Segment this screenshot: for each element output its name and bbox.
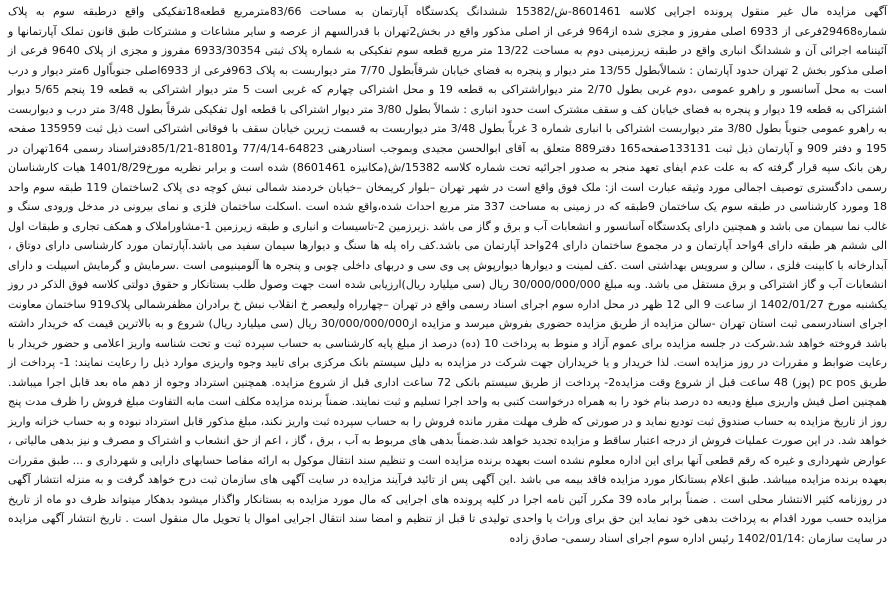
notice-text: آگهی مزایده مال غیر منقول پرونده اجرایی کلاسه 8601461-ش/15382 ششدانگ یکدستگاه آپارتمان به مساحت 83/66مترمربع قطعه18تفکیکی واقع درطبقه سوم به پلاک شماره29468فرعی از 6933 اصلی مفروز و مجزی شده از964 فرعی از اصلی مذکور واقع در بخش2تهران با قدرالسهم از عرصه و سایر مشاعات و مشترکات طبق قانون تملک آپارتمانها و آئیننامه اجرائی آن و ششدانگ انباری واقع در طبقه زیرزمینی دوم به مساحت 13/22 متر مربع قطعه سوم تفکیکی به شماره پلاک ثبتی 6933/30354 مفروز و مجزی از پلاک 9640 فرعی از اصلی مذکور بخش 2 تهران حدود آپارتمان : شمالاًبطول 13/55 متر دیوار و پنجره به فضای خیابان شرقاًبطول 7/70 متر دیواربست به پلاک 963فرعی از 6933اصلی جنوباًاول 6متر دیوار و درب است به محل آسانسور و راهرو عمومی ،دوم غربی بطول 2/70 متر دیواراشتراکی به قطعه 19 و محل اشتراکی چهارم که غربی است 5 متر دیوار اشتراکی به قطعه 19 پنجم 5/65 دیوار اشتراکی به قطعه 19 دیوار و پنجره به فضای خیابان کف و سقف مشترک است حدود انباری : شمالاً بطول 3/80 متر دیوار اشتراکی با قطعه اول تفکیکی شرقاً بطول 3/48 متر درب و دیواربست به راهرو عمومی جنوباً بطول 3/80 متر دیواربست اشتراکی با انباری شماره 3 غرباً بطول 3/48 متر دیواربست به قسمت زیرین خیابان سقف با فوقانی اشتراکی است ذیل ثبت 135959 صفحه 195 و دفتر 909 و آپارتمان ذیل ثبت 133131صفحه165 دفتر889 متعلق به آقای ابوالحسن مجیدی وبموجب اسنادرهنی 64823-77/4/14 و81801-85/1/21دفتراسناد رسمی 164تهران در رهن بانک سپه قرار گرفته که به علت عدم ایفای تعهد منجر به صدور اجرائیه تحت شماره کلاسه 15382/ش(مکانیزه 8601461) شده است و برابر نظریه مورخ1401/8/29 هیات کارشناسان رسمی دادگستری توصیف اجمالی مورد وثیقه عبارت است از: ملک فوق واقع است در شهر تهران –بلوار کریمخان –خیابان خردمند شمالی نبش کوچه دی پلاک 2ساختمان 119 طبقه سوم واحد 18 ومورد کارشناسی در طبقه سوم یک ساختمان 9طبقه که در زمینی به مساحت 337 متر مربع احداث شده،واقع شده است .اسکلت ساختمان فلزی و نمای بیرونی در مدخل ورودی سنگ و غالب نما سیمان می باشد و همچنین دارای یکدستگاه آسانسور و انشعابات آب و برق و گاز می باشد .زیرزمین 2-تاسیسات و انباری و طبقه زیرزمین 1-مشاوراملاک و همکف تجاری و طبقات اول الی ششم هر طبقه دارای 4واحد آپارتمان و در مجموع ساختمان دارای 24واحد آپارتمان می باشد.کف راه پله ها سنگ و دیوارها سیمان سفید می باشد.آپارتمان مورد کارشناسی دارای دوتاق ، آبدارخانه با کابینت فلزی ، سالن و سرویس بهداشتی است .کف لمینت و دیوارها دیوارپوش پی وی سی و دربهای داخلی چوبی و پنجره ها آلومینیومی است .سرمایش و گرمایش اسپیلت و دارای انشعابات آب و گاز اشتراکی و برق مستقل می باشد. وبه مبلغ 30/000/000/000 ریال (سی میلیارد ریال)ارزیابی شده است جهت وصول طلب بستانکار و حقوق دولتی کلاسه فوق الذکر در روز یکشنبه مورخ 1402/01/27 از ساعت 9 الی 12 ظهر در محل اداره سوم اجرای اسناد رسمی واقع در تهران –چهارراه ولیعصر خ انقلاب نبش خ برادران مظفرشمالی پلاک919 ساختمان معاونت اجرای اسنادرسمی ثبت استان تهران -سالن مزایده از طریق مزایده حضوری بفروش میرسد و مزایده از30/000/000/000 ریال (سی میلیارد ریال) شروع و به بالاترین قیمت که خریدار داشته باشد فروخته خواهد شد.شرکت در جلسه مزایده برای عموم آزاد و منوط به پرداخت 10 (ده) درصد از مبلغ پایه کارشناسی به حساب سپرده ثبت و تحت شناسه واریز اعلامی و حضور خریدار با رعایت ضوابط و مقررات در روز مزایده است. لذا خریدار و یا خریداران جهت شرکت در مزایده به دلیل سیستم بانک مرکزی برای تایید وجوه واریزی موارد ذیل را رعایت نمایند: 1- پرداخت از طریق pc pos (پوز) 48 ساعت قبل از شروع وقت مزایده2- پرداخت از طریق سیستم بانکی 72 ساعت اداری قبل از شروع مزایده. همچنین استرداد وجوه از دهم ماه بعد قابل اجرا میباشد. همچنین اصل فیش واریزی مبلغ ودیعه ده درصد بنام خود را به همراه درخواست کتبی به واحد اجرا تسلیم و ثبت نمایند. ضمناً برنده مزایده مکلف است مابه التفاوت مبلغ فروش را ظرف مدت پنج روز از تاریخ مزایده به حساب صندوق ثبت تودیع نماید و در صورتی که ظرف مهلت مقرر مانده فروش را به حساب سپرده ثبت واریز نکند، مبلغ مذکور قابل استرداد نبوده و به حساب خزانه واریز خواهد شد. در این صورت عملیات فروش از درجه اعتبار ساقط و مزایده تجدید خواهد شد.ضمناً بدهی های مربوط به آب ، برق ، گاز ، اعم از حق انشعاب و اشتراک و مصرف و نیز بدهی مالیاتی ، عوارض شهرداری و غیره که رقم قطعی آنها برای این اداره معلوم نشده است بعهده برنده مزایده است و تنظیم سند انتقال موکول به ارائه مفاصا حسابهای دارایی و شهرداری و ... طبق مقررات بعهده برنده مزایده میباشد. طبق اعلام بستانکار مورد مزایده فاقد بیمه می باشد .این آگهی پس از تائید فرآیند مزایده در سایت آگهی های سازمان ثبت درج خواهد گرفت و به منزله انتشار آگهی در روزنامه کثیر الانتشار محلی است . ضمناً برابر ماده 39 مکرر آئین نامه اجرا در کلیه پرونده های اجرایی که مال مورد مزایده به بستانکار واگذار میشود بدهکار میتواند ظرف دو ماه از تاریخ مزایده حسب مورد اقدام به پرداخت بدهی خود نماید این حق برای وراث یا واحدی تولیدی تا قبل از تنظیم و امضا سند انتقال اجرایی اموال یا تحویل مال منقول است . تاریخ انتشار آگهی مزایده در سایت سازمان :1402/01/14 رئیس اداره سوم اجرای اسناد رسمی- صادق زاده xyxy=(8,5,888,545)
